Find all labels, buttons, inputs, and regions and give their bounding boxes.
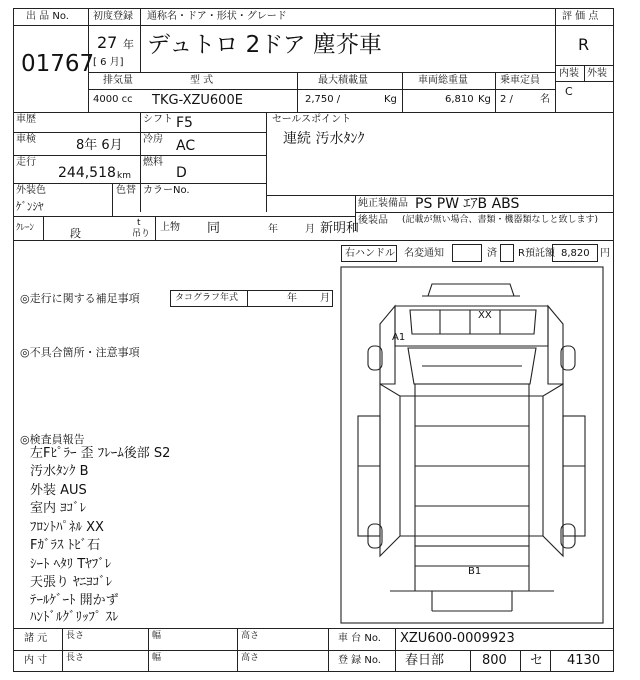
inner-size-label: 内 寸: [24, 655, 48, 666]
inspection-label: 車検: [16, 134, 36, 145]
rule: [62, 628, 63, 672]
model-value: TKG-XZU600E: [152, 93, 243, 108]
registration-month: [ 6 月]: [93, 57, 124, 68]
ac-value: AC: [176, 138, 196, 154]
damage-mark: B1: [468, 566, 482, 577]
name-change-label: 名変通知: [404, 248, 444, 259]
rule: [550, 650, 551, 672]
exterior-color-label: 外装色: [16, 185, 46, 196]
rule: [328, 628, 329, 672]
rule: [148, 628, 149, 672]
width-label: 幅: [152, 653, 162, 663]
max-load-value: 2,750 /: [305, 94, 341, 105]
lot-label: 出 品 No.: [26, 11, 69, 22]
crane-stage-label: 段: [70, 227, 81, 240]
width-label: 幅: [152, 631, 162, 641]
equipment-value: PS PW ｴｱB ABS: [415, 196, 520, 212]
height-label: 高さ: [241, 631, 260, 641]
recycle-deposit-unit: 円: [600, 248, 610, 259]
mileage-value: 244,518: [58, 165, 116, 181]
lot-number: 01767: [21, 51, 95, 77]
height-label: 高さ: [241, 653, 260, 663]
tachograph-label: タコグラフ年式: [175, 293, 239, 303]
registration-year-unit: 年: [123, 38, 134, 51]
fuel-value: D: [176, 165, 187, 181]
rule: [470, 650, 471, 672]
inspector-item: Fｶﾞﾗｽ ﾄﾋﾞ石: [30, 538, 101, 553]
length-label: 長さ: [66, 631, 85, 641]
upper-body-maker: 新明和: [320, 221, 360, 236]
registration-label: 登 録 No.: [338, 655, 381, 666]
rule: [555, 25, 614, 26]
name-change-box[interactable]: [452, 244, 482, 262]
inspector-report-label: ◎検査員報告: [20, 433, 85, 446]
rule: [140, 8, 141, 72]
rule: [402, 72, 403, 112]
registration-kana: セ: [530, 653, 544, 668]
rule: [88, 89, 555, 90]
fuel-label: 燃料: [143, 157, 163, 168]
rule: [395, 628, 396, 672]
gross-weight-unit: Kg: [478, 94, 491, 105]
tachograph-year: 年: [287, 293, 297, 304]
rule: [88, 72, 555, 73]
rule: [13, 650, 614, 651]
registration-area: 春日部: [405, 653, 445, 668]
shift-label: シフト: [143, 114, 173, 125]
capacity-value: 2 /: [500, 94, 513, 105]
mileage-unit: km: [117, 171, 131, 181]
color-code-label: カラーNo.: [143, 185, 190, 196]
damage-mark: A1: [392, 332, 406, 343]
damage-mark: XX: [478, 310, 492, 321]
sales-point-value: 連続 汚水ﾀﾝｸ: [283, 131, 365, 147]
rule: [355, 212, 614, 213]
rule: [555, 8, 556, 112]
interior-label: 内装: [559, 68, 579, 79]
inspector-item: ｼｰﾄ ﾍﾀﾘ Tﾔﾌﾞﾚ: [30, 557, 112, 572]
rule: [88, 25, 555, 26]
rule: [555, 81, 614, 82]
right-handle-label: 右ハンドル: [345, 248, 395, 259]
capacity-unit: 名: [540, 94, 550, 105]
upper-body-label: 上物: [160, 222, 180, 233]
rule: [13, 112, 614, 113]
max-load-label: 最大積載量: [318, 75, 368, 86]
recycle-check-box[interactable]: [500, 244, 514, 262]
sales-point-label: セールスポイント: [272, 114, 352, 125]
defects-label: ◎不具合箇所・注意事項: [20, 346, 140, 359]
rule: [520, 650, 521, 672]
displacement-value: 4000 cc: [93, 94, 133, 105]
chassis-label: 車 台 No.: [338, 633, 381, 644]
inspector-item: ﾃｰﾙｹﾞｰﾄ 開かず: [30, 593, 119, 608]
equipment-label: 純正装備品: [358, 198, 408, 209]
upper-body-year: 年: [268, 224, 278, 235]
rule: [112, 183, 113, 216]
interior-score: C: [565, 85, 573, 98]
vehicle-damage-diagram: [340, 266, 605, 626]
shift-value: F5: [176, 115, 193, 131]
exterior-color-value: ｹﾞﾝｼﾔ: [16, 200, 44, 213]
registration-number: 4130: [567, 653, 601, 668]
history-label: 車歴: [16, 114, 36, 125]
running-notes-label: ◎走行に関する補足事項: [20, 292, 140, 305]
displacement-label: 排気量: [103, 75, 133, 86]
rule: [155, 216, 156, 240]
ac-label: 冷房: [143, 134, 163, 145]
inspector-item: ﾊﾝﾄﾞﾙｸﾞﾘｯﾌﾟ ｽﾚ: [30, 610, 119, 625]
recycle-deposit-amount: 8,820: [561, 248, 590, 259]
first-registration-label: 初度登録: [93, 11, 133, 22]
inspection-value: 8年 6月: [76, 138, 123, 153]
rule: [13, 183, 266, 184]
upper-body-same: 同: [207, 221, 221, 236]
evaluation-label: 評 価 点: [562, 11, 599, 22]
car-name: デュトロ 2ドア 塵芥車: [147, 32, 382, 58]
rule: [495, 72, 496, 112]
rule: [140, 112, 141, 212]
rule: [237, 628, 238, 672]
gross-weight-label: 車両総重量: [418, 75, 468, 86]
aftermarket-note: (記載が無い場合、書類・機器類なしと致します): [402, 215, 599, 225]
exterior-label: 外装: [587, 68, 607, 79]
rule: [13, 132, 266, 133]
rule: [247, 290, 248, 307]
length-label: 長さ: [66, 653, 85, 663]
upper-body-month: 月: [305, 224, 315, 235]
rule: [13, 25, 88, 26]
aftermarket-label: 後装品: [358, 215, 388, 226]
rule: [266, 112, 267, 212]
mileage-label: 走行: [16, 157, 36, 168]
tachograph-month: 月: [320, 293, 330, 304]
inspector-item: 室内 ﾖｺﾞﾚ: [30, 501, 87, 516]
rule: [13, 628, 614, 629]
rule: [13, 155, 266, 156]
crane-ton-label: t: [137, 218, 141, 228]
model-label: 型 式: [190, 75, 214, 86]
registration-year: 27: [97, 33, 118, 52]
recycle-settled-mark: 済: [487, 248, 497, 259]
color-change-label: 色替: [116, 185, 136, 196]
capacity-label: 乗車定員: [500, 75, 540, 86]
recycle-deposit-label: R預託額: [518, 248, 555, 259]
rule: [13, 240, 614, 241]
max-load-unit: Kg: [384, 94, 397, 105]
rule: [13, 216, 355, 217]
crane-label: ｸﾚｰﾝ: [16, 223, 35, 233]
crane-hoist-label: 吊り: [132, 229, 151, 239]
rule: [297, 72, 298, 112]
specs-label: 諸 元: [24, 633, 48, 644]
rule: [584, 65, 585, 81]
evaluation-score: R: [578, 35, 590, 54]
inspector-item: ﾌﾛﾝﾄﾊﾟﾈﾙ XX: [30, 520, 104, 535]
inspector-item: 左Fﾋﾟﾗｰ 歪 ﾌﾚｰﾑ後部 S2: [30, 446, 171, 461]
chassis-number: XZU600-0009923: [400, 631, 515, 646]
inspector-item: 汚水ﾀﾝｸ B: [30, 464, 89, 479]
registration-class: 800: [482, 653, 507, 668]
inspector-item: 外装 AUS: [30, 483, 87, 498]
name-label: 通称名・ドア・形状・グレード: [147, 11, 287, 22]
rule: [43, 216, 44, 240]
gross-weight-value: 6,810: [445, 94, 474, 105]
inspector-item: 天張り ﾔﾆﾖｺﾞﾚ: [30, 575, 113, 590]
